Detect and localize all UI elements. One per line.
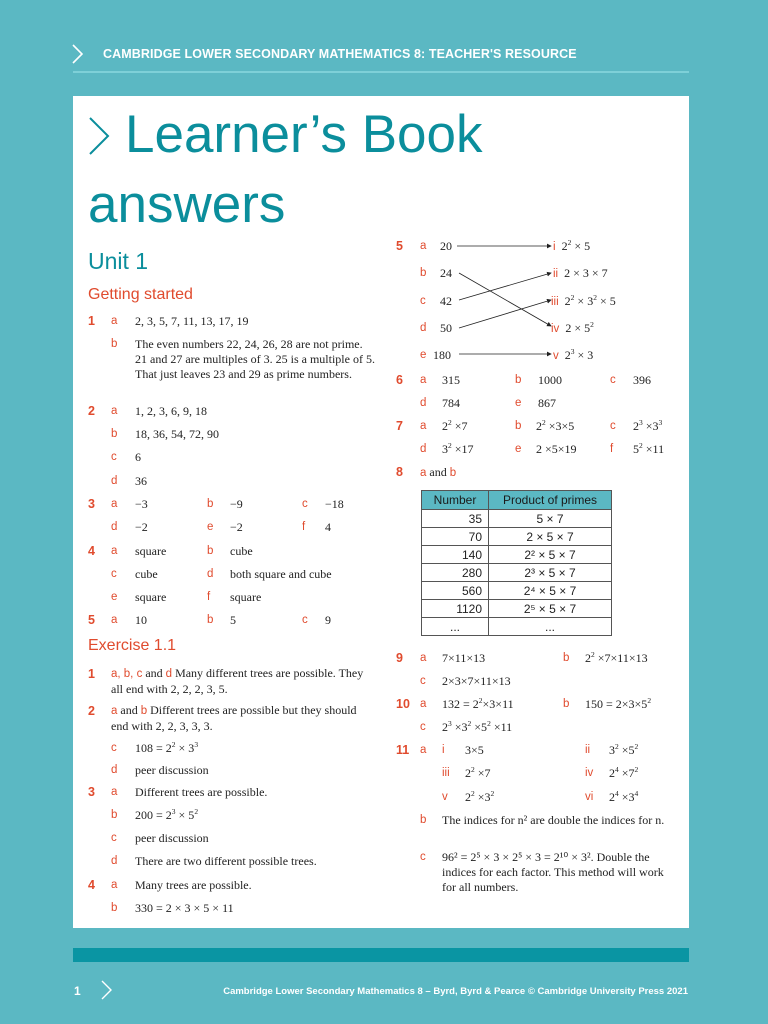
answer-text: 96² = 2⁵ × 3 × 2⁵ × 3 = 2¹⁰ × 3². Double the indices for each factor. This method will work for all numbers.	[442, 850, 664, 894]
table-header-row	[422, 491, 612, 510]
match-left-item: 180	[433, 348, 451, 362]
table-header: Number	[422, 491, 489, 510]
question-number: 10	[396, 697, 410, 711]
answer-text: Different trees are possible.	[135, 785, 268, 799]
answer-text: cube	[135, 567, 158, 581]
question-number: 4	[88, 878, 95, 892]
part-label: a	[420, 744, 427, 756]
part-label: a	[420, 374, 427, 386]
table-row	[422, 564, 612, 582]
part-label: d	[420, 397, 427, 409]
answer-text: $132 = 2^2\times 3\times 11$	[442, 696, 514, 711]
answer-text: −3	[135, 497, 148, 511]
answer-text: $2^4 \times 7^2$	[609, 765, 639, 780]
part-label: d	[207, 568, 214, 580]
answer-text: 330 = 2 × 3 × 5 × 11	[135, 901, 234, 915]
answer-text: 5	[230, 613, 236, 627]
table-cell: 1120	[422, 600, 489, 618]
answer-text: peer discussion	[135, 763, 209, 777]
part-label: a	[111, 315, 118, 327]
answer-text: a, b, c and d Many different trees are possible. They all end with 2, 2, 2, 3, 5.	[111, 666, 364, 696]
table-cell: ...	[422, 618, 489, 636]
part-label: a	[111, 614, 118, 626]
answer-text: −2	[135, 520, 148, 534]
part-label: e	[515, 397, 522, 409]
question-number: 6	[396, 373, 403, 387]
table-row	[422, 618, 612, 636]
match-left-item: 24	[440, 266, 452, 280]
match-right-item: ii 2 × 3 × 7	[553, 266, 608, 280]
part-label: b	[563, 698, 570, 710]
answer-text: $2^4 \times 3^4$	[609, 789, 639, 804]
part-label: c	[111, 742, 117, 754]
table-cell: 2⁵ × 5 × 7	[489, 600, 612, 618]
part-label: c	[420, 675, 426, 687]
section-exercise: Exercise 1.1	[88, 637, 177, 654]
page-title-line2: answers	[88, 175, 286, 234]
question-number: 4	[88, 544, 95, 558]
answer-text: square	[135, 590, 167, 604]
match-left-item: 42	[440, 294, 452, 308]
question-number: 8	[396, 465, 403, 479]
part-label: d	[420, 443, 427, 455]
table-row	[422, 510, 612, 528]
part-label: c	[420, 851, 426, 863]
question-number: 1	[88, 314, 95, 328]
chevron-right-icon	[72, 44, 83, 64]
part-label: d	[111, 764, 118, 776]
answer-text: 867	[538, 396, 556, 410]
part-label: a	[420, 698, 427, 710]
answer-text: a and b	[420, 465, 457, 479]
question-number: 5	[88, 613, 95, 627]
primes-table	[421, 490, 612, 636]
table-cell: 560	[422, 582, 489, 600]
part-label: d	[111, 475, 118, 487]
table-row	[422, 600, 612, 618]
match-right-item: iv $2 \times 5^2$	[551, 320, 594, 335]
part-label: e	[515, 443, 522, 455]
table-header: Product of primes	[489, 491, 612, 510]
answer-text: cube	[230, 544, 253, 558]
part-label: a	[420, 420, 427, 432]
match-right-item: v $2^3 \times 3$	[553, 347, 594, 362]
part-label: d	[420, 322, 427, 334]
answer-text: square	[135, 544, 167, 558]
answer-text: $3^2 \times 17$	[442, 441, 474, 456]
answer-text: $3^2 \times 5^2$	[609, 742, 639, 757]
answer-text: $2^3 \times 3^3$	[633, 418, 663, 433]
footer-credit: Cambridge Lower Secondary Mathematics 8 – Byrd, Byrd & Pearce © Cambridge University Press 2021	[223, 986, 688, 997]
part-label: a	[111, 786, 118, 798]
part-label: iv	[585, 767, 594, 779]
part-label: c	[111, 451, 117, 463]
part-label: a	[111, 405, 118, 417]
answer-text: There are two different possible trees.	[135, 854, 317, 868]
table-cell: 2 × 5 × 7	[489, 528, 612, 546]
answer-text: $2^2 \times 3^2$	[465, 789, 495, 804]
part-label: b	[207, 545, 214, 557]
table-cell: 2² × 5 × 7	[489, 546, 612, 564]
part-label: e	[111, 591, 118, 603]
table-cell: 140	[422, 546, 489, 564]
running-title: CAMBRIDGE LOWER SECONDARY MATHEMATICS 8: TEACHER'S RESOURCE	[103, 47, 577, 61]
part-label: c	[302, 614, 308, 626]
answer-text: 2, 3, 5, 7, 11, 13, 17, 19	[135, 314, 249, 328]
question-number: 5	[396, 239, 403, 253]
section-getting-started: Getting started	[88, 286, 193, 303]
question-number: 3	[88, 785, 95, 799]
answer-text: 2 ×5×19	[536, 442, 577, 456]
part-label: iii	[442, 767, 450, 779]
answer-text: 4	[325, 520, 331, 534]
table-row	[422, 582, 612, 600]
part-label: b	[207, 498, 214, 510]
part-label: e	[420, 349, 427, 361]
question-number: 2	[88, 404, 95, 418]
part-label: d	[111, 855, 118, 867]
part-label: a	[420, 240, 427, 252]
answer-text: 3×5	[465, 743, 484, 757]
part-label: f	[302, 521, 306, 533]
part-label: f	[610, 443, 614, 455]
answer-text: −2	[230, 520, 243, 534]
answer-text: 10	[135, 613, 147, 627]
table-cell: 2⁴ × 5 × 7	[489, 582, 612, 600]
part-label: c	[610, 374, 616, 386]
answer-text: 315	[442, 373, 460, 387]
answer-text: $5^2 \times 11$	[633, 441, 665, 456]
part-label: b	[111, 428, 118, 440]
part-label: i	[442, 744, 445, 756]
part-label: c	[111, 832, 117, 844]
header-rule	[73, 71, 689, 73]
answer-text: $108 = 2^2 \times 3^3$	[135, 740, 199, 755]
part-label: b	[420, 814, 427, 826]
part-label: b	[563, 652, 570, 664]
answer-text: 396	[633, 373, 651, 387]
part-label: a	[111, 498, 118, 510]
answer-text: 1, 2, 3, 6, 9, 18	[135, 404, 207, 418]
part-label: a	[111, 879, 118, 891]
answer-text: 18, 36, 54, 72, 90	[135, 427, 219, 441]
answer-text: peer discussion	[135, 831, 209, 845]
answer-text: 6	[135, 450, 141, 464]
question-number: 7	[396, 419, 403, 433]
part-label: c	[111, 568, 117, 580]
part-label: f	[207, 591, 211, 603]
part-label: b	[515, 374, 522, 386]
answer-text: $2^2 \times 3\times 5$	[536, 418, 575, 433]
answer-text: The even numbers 22, 24, 26, 28 are not prime. 21 and 27 are multiples of 3. 25 is a multiple of 5. That just leaves 23 and 29 as prime numbers.	[135, 337, 375, 381]
part-label: b	[515, 420, 522, 432]
answer-text: $2^2 \times 7$	[465, 765, 491, 780]
answer-text: $2^2 \times 7$	[442, 418, 468, 433]
part-label: ii	[585, 744, 591, 756]
question-number: 2	[88, 704, 95, 718]
part-label: e	[207, 521, 214, 533]
answer-text: a and b Different trees are possible but they should end with 2, 2, 3, 3, 3.	[111, 703, 357, 733]
answer-text: $2^2 \times 7\times 11\times 13$	[585, 650, 648, 665]
answer-text: 1000	[538, 373, 562, 387]
footer-bar	[73, 948, 689, 962]
part-label: b	[207, 614, 214, 626]
match-right-item: i $2^2 \times 5$	[553, 238, 591, 253]
part-label: d	[111, 521, 118, 533]
answer-text: $200 = 2^3 \times 5^2$	[135, 807, 199, 822]
match-left-item: 20	[440, 239, 452, 253]
part-label: b	[420, 267, 427, 279]
part-label: c	[420, 721, 426, 733]
part-label: b	[111, 338, 118, 350]
chevron-right-icon	[101, 980, 112, 1000]
match-right-item: iii $2^2 \times 3^2 \times 5$	[551, 293, 616, 308]
table-cell: 35	[422, 510, 489, 528]
title-chevron-icon	[88, 116, 110, 156]
table-cell: 2³ × 5 × 7	[489, 564, 612, 582]
part-label: b	[111, 809, 118, 821]
answer-text: $2^3 \times 3^2 \times 5^2 \times 11$	[442, 719, 513, 734]
part-label: a	[420, 652, 427, 664]
part-label: c	[302, 498, 308, 510]
question-number: 11	[396, 743, 410, 757]
answer-text: −18	[325, 497, 344, 511]
part-label: v	[442, 791, 448, 803]
answer-text: $150 = 2\times 3\times 5^2$	[585, 696, 652, 711]
question-number: 9	[396, 651, 403, 665]
table-cell: 280	[422, 564, 489, 582]
part-label: vi	[585, 791, 594, 803]
part-label: b	[111, 902, 118, 914]
page-number: 1	[74, 984, 81, 998]
answer-text: both square and cube	[230, 567, 332, 581]
answer-text: square	[230, 590, 262, 604]
match-left-item: 50	[440, 321, 452, 335]
part-label: c	[610, 420, 616, 432]
answer-text: Many trees are possible.	[135, 878, 252, 892]
table-cell: 5 × 7	[489, 510, 612, 528]
answer-text: The indices for n² are double the indices for n.	[442, 813, 665, 827]
part-label: a	[111, 545, 118, 557]
answer-text: 2×3×7×11×13	[442, 674, 511, 688]
answer-text: 7×11×13	[442, 651, 486, 665]
answer-text: 9	[325, 613, 331, 627]
table-cell: 70	[422, 528, 489, 546]
page-title-line1: Learner’s Book	[125, 105, 483, 164]
table-cell: ...	[489, 618, 612, 636]
answer-text: 784	[442, 396, 460, 410]
matching-arrows	[455, 238, 555, 364]
table-row	[422, 528, 612, 546]
answer-text: −9	[230, 497, 243, 511]
table-row	[422, 546, 612, 564]
part-label: c	[420, 295, 426, 307]
unit-heading: Unit 1	[88, 248, 149, 274]
question-number: 1	[88, 667, 95, 681]
question-number: 3	[88, 497, 95, 511]
answer-text: 36	[135, 474, 147, 488]
